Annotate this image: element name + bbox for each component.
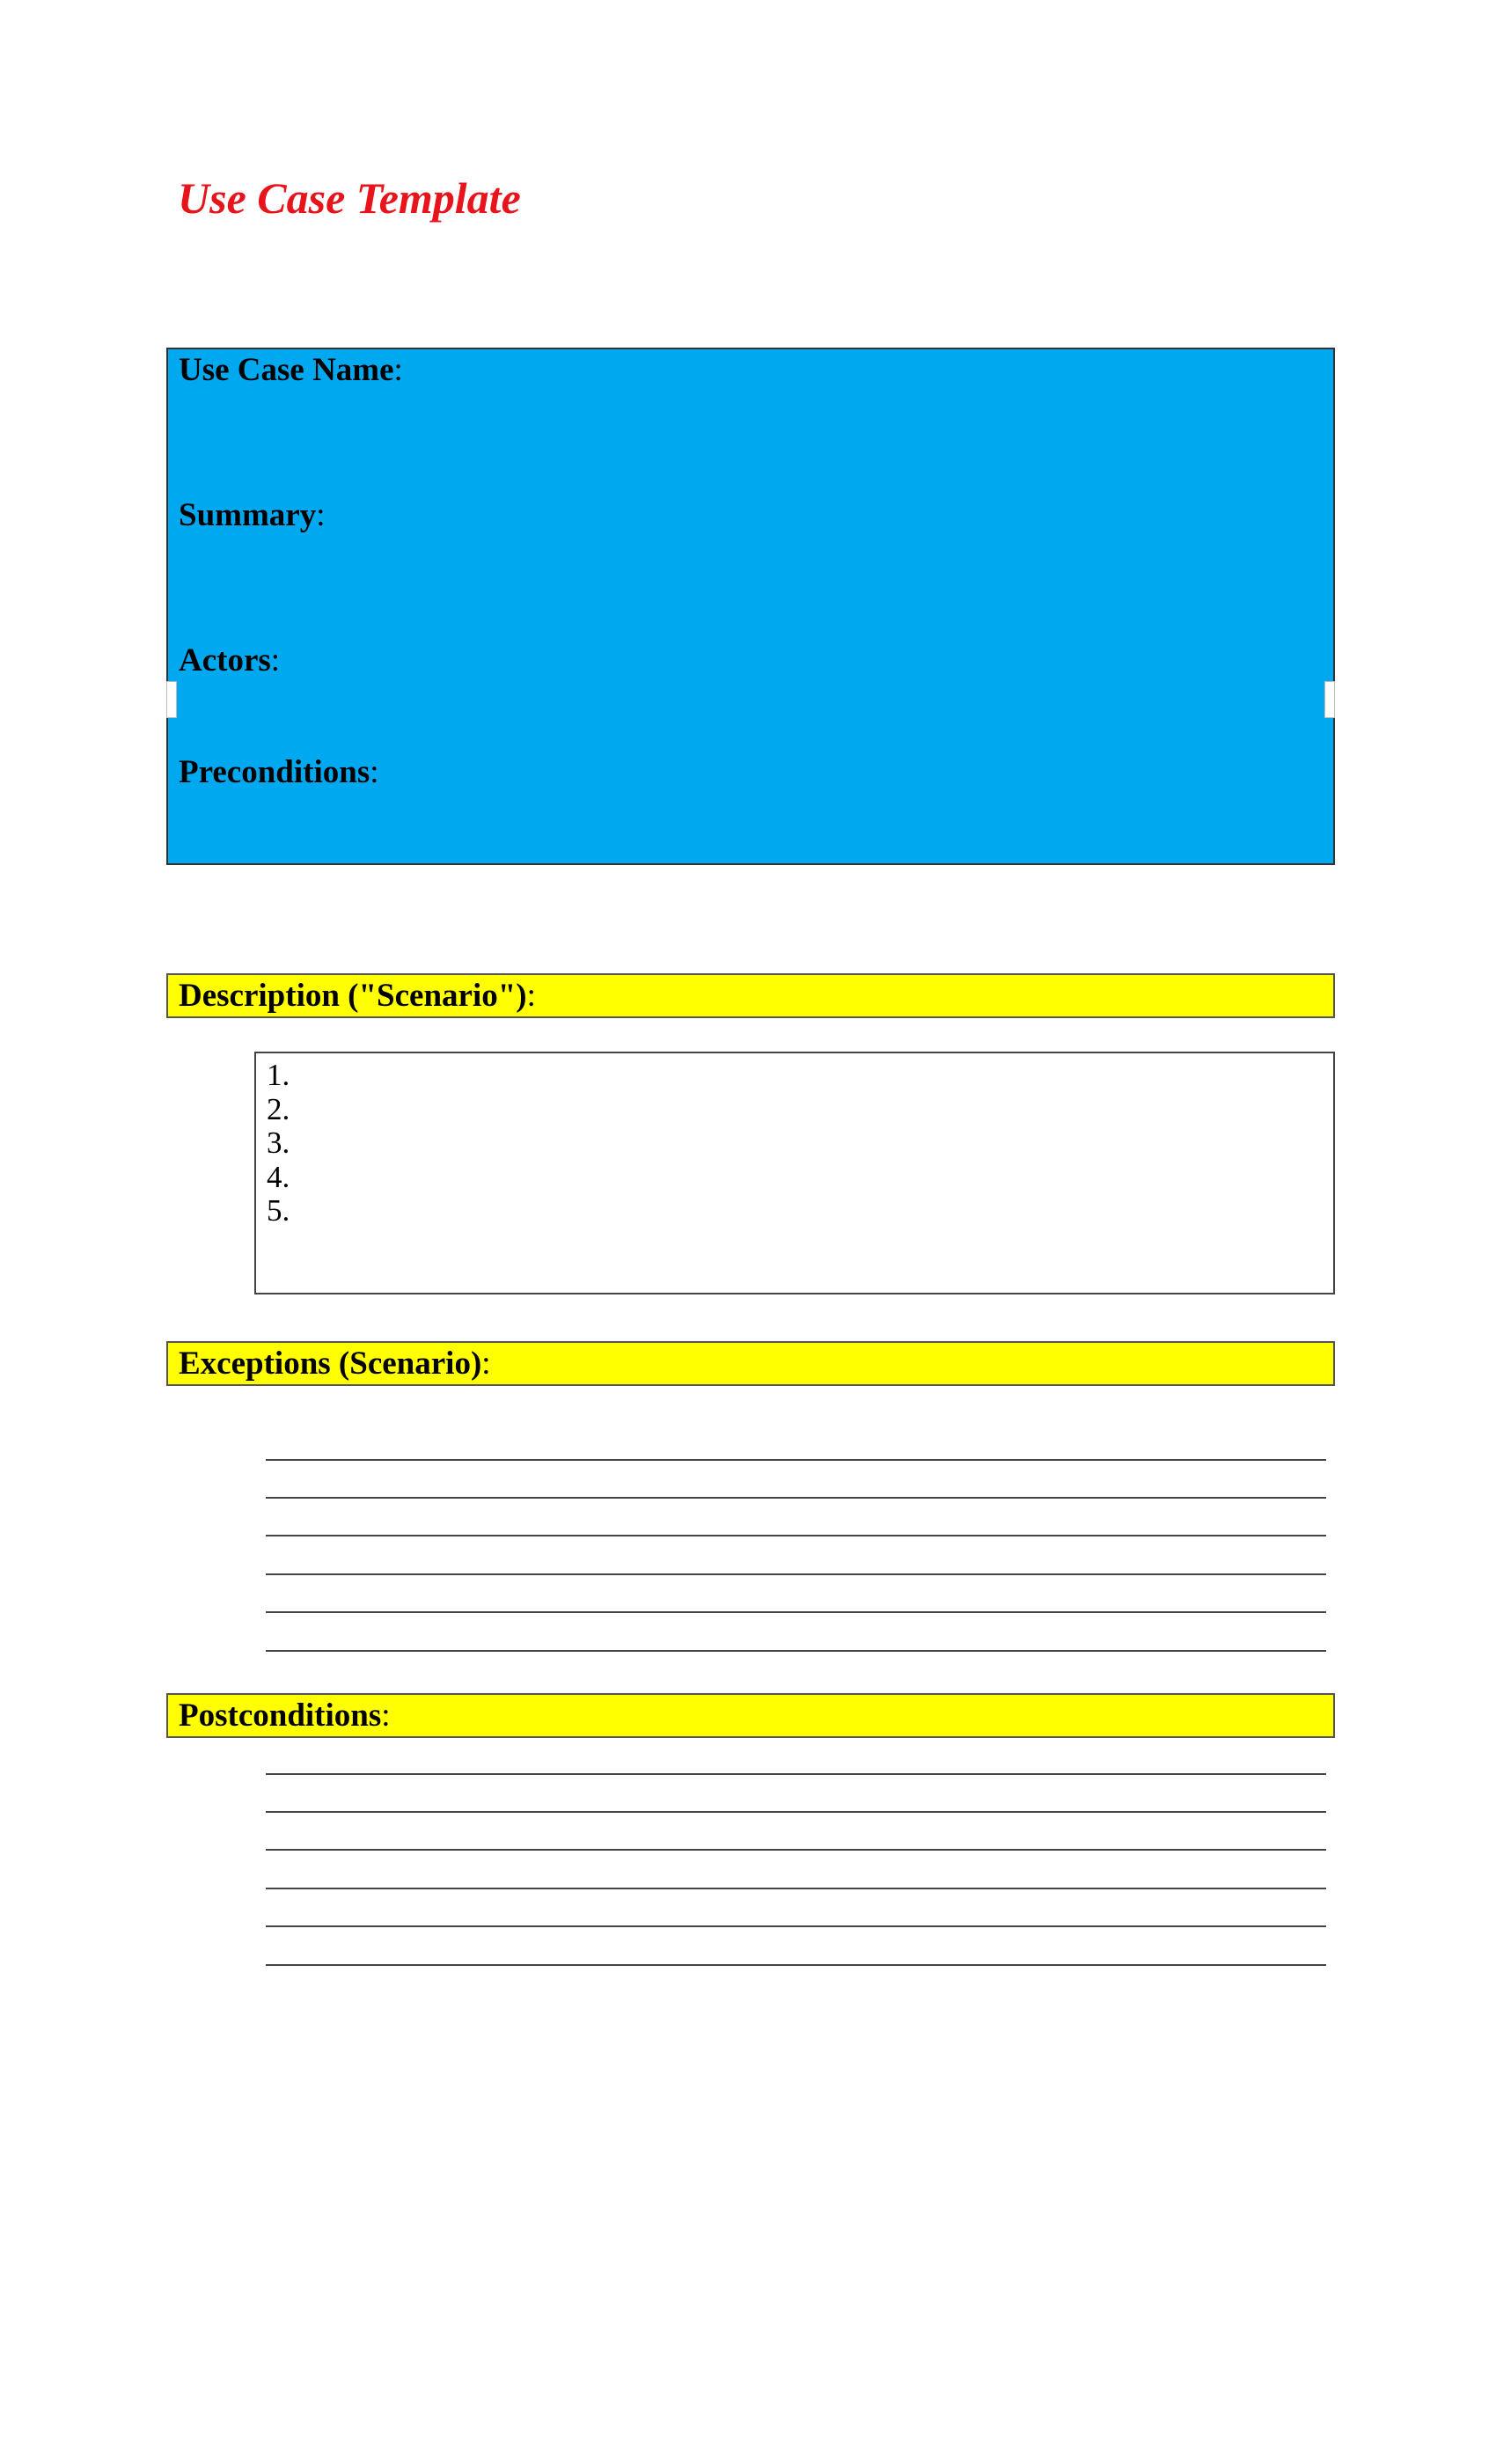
description-colon: : (526, 978, 536, 1014)
scenario-step-2: 2. (267, 1091, 290, 1126)
scenario-steps-box[interactable] (254, 1052, 1335, 1294)
actors-label: Actors (179, 642, 271, 678)
use-case-info-box (166, 348, 1335, 865)
writing-line (266, 1811, 1326, 1813)
writing-line (266, 1964, 1326, 1966)
exceptions-header (166, 1341, 1335, 1386)
writing-line (266, 1535, 1326, 1536)
resize-handle-left[interactable] (166, 681, 177, 718)
scenario-step-4: 4. (267, 1159, 290, 1194)
exceptions-label: Exceptions (Scenario) (179, 1346, 482, 1382)
writing-line (266, 1611, 1326, 1613)
actors-colon: : (270, 642, 281, 678)
preconditions-label: Preconditions (179, 754, 370, 790)
scenario-steps-list (267, 1059, 1333, 1228)
summary-label: Summary (179, 497, 317, 533)
postconditions-header (166, 1693, 1335, 1738)
writing-line (266, 1573, 1326, 1575)
use-case-name-field[interactable] (179, 351, 403, 389)
use-case-name-colon: : (393, 352, 403, 388)
use-case-name-label: Use Case Name (179, 352, 394, 388)
exceptions-colon: : (481, 1346, 491, 1382)
preconditions-colon: : (370, 754, 379, 790)
writing-line (266, 1650, 1326, 1652)
writing-line (266, 1849, 1326, 1851)
postconditions-label: Postconditions (179, 1698, 382, 1734)
summary-colon: : (316, 497, 326, 533)
preconditions-field[interactable] (179, 753, 379, 791)
page-title: Use Case Template (178, 173, 521, 223)
scenario-step-5: 5. (267, 1193, 290, 1228)
scenario-step-3: 3. (267, 1126, 290, 1160)
summary-field[interactable] (179, 496, 326, 534)
writing-line (266, 1925, 1326, 1927)
writing-line (266, 1773, 1326, 1775)
scenario-step-1: 1. (267, 1058, 290, 1092)
writing-line (266, 1888, 1326, 1889)
postconditions-colon: : (381, 1698, 391, 1734)
writing-line (266, 1459, 1326, 1461)
actors-field[interactable] (179, 642, 280, 679)
description-header (166, 973, 1335, 1018)
description-label: Description ("Scenario") (179, 978, 527, 1014)
resize-handle-right[interactable] (1324, 681, 1335, 718)
writing-line (266, 1497, 1326, 1499)
